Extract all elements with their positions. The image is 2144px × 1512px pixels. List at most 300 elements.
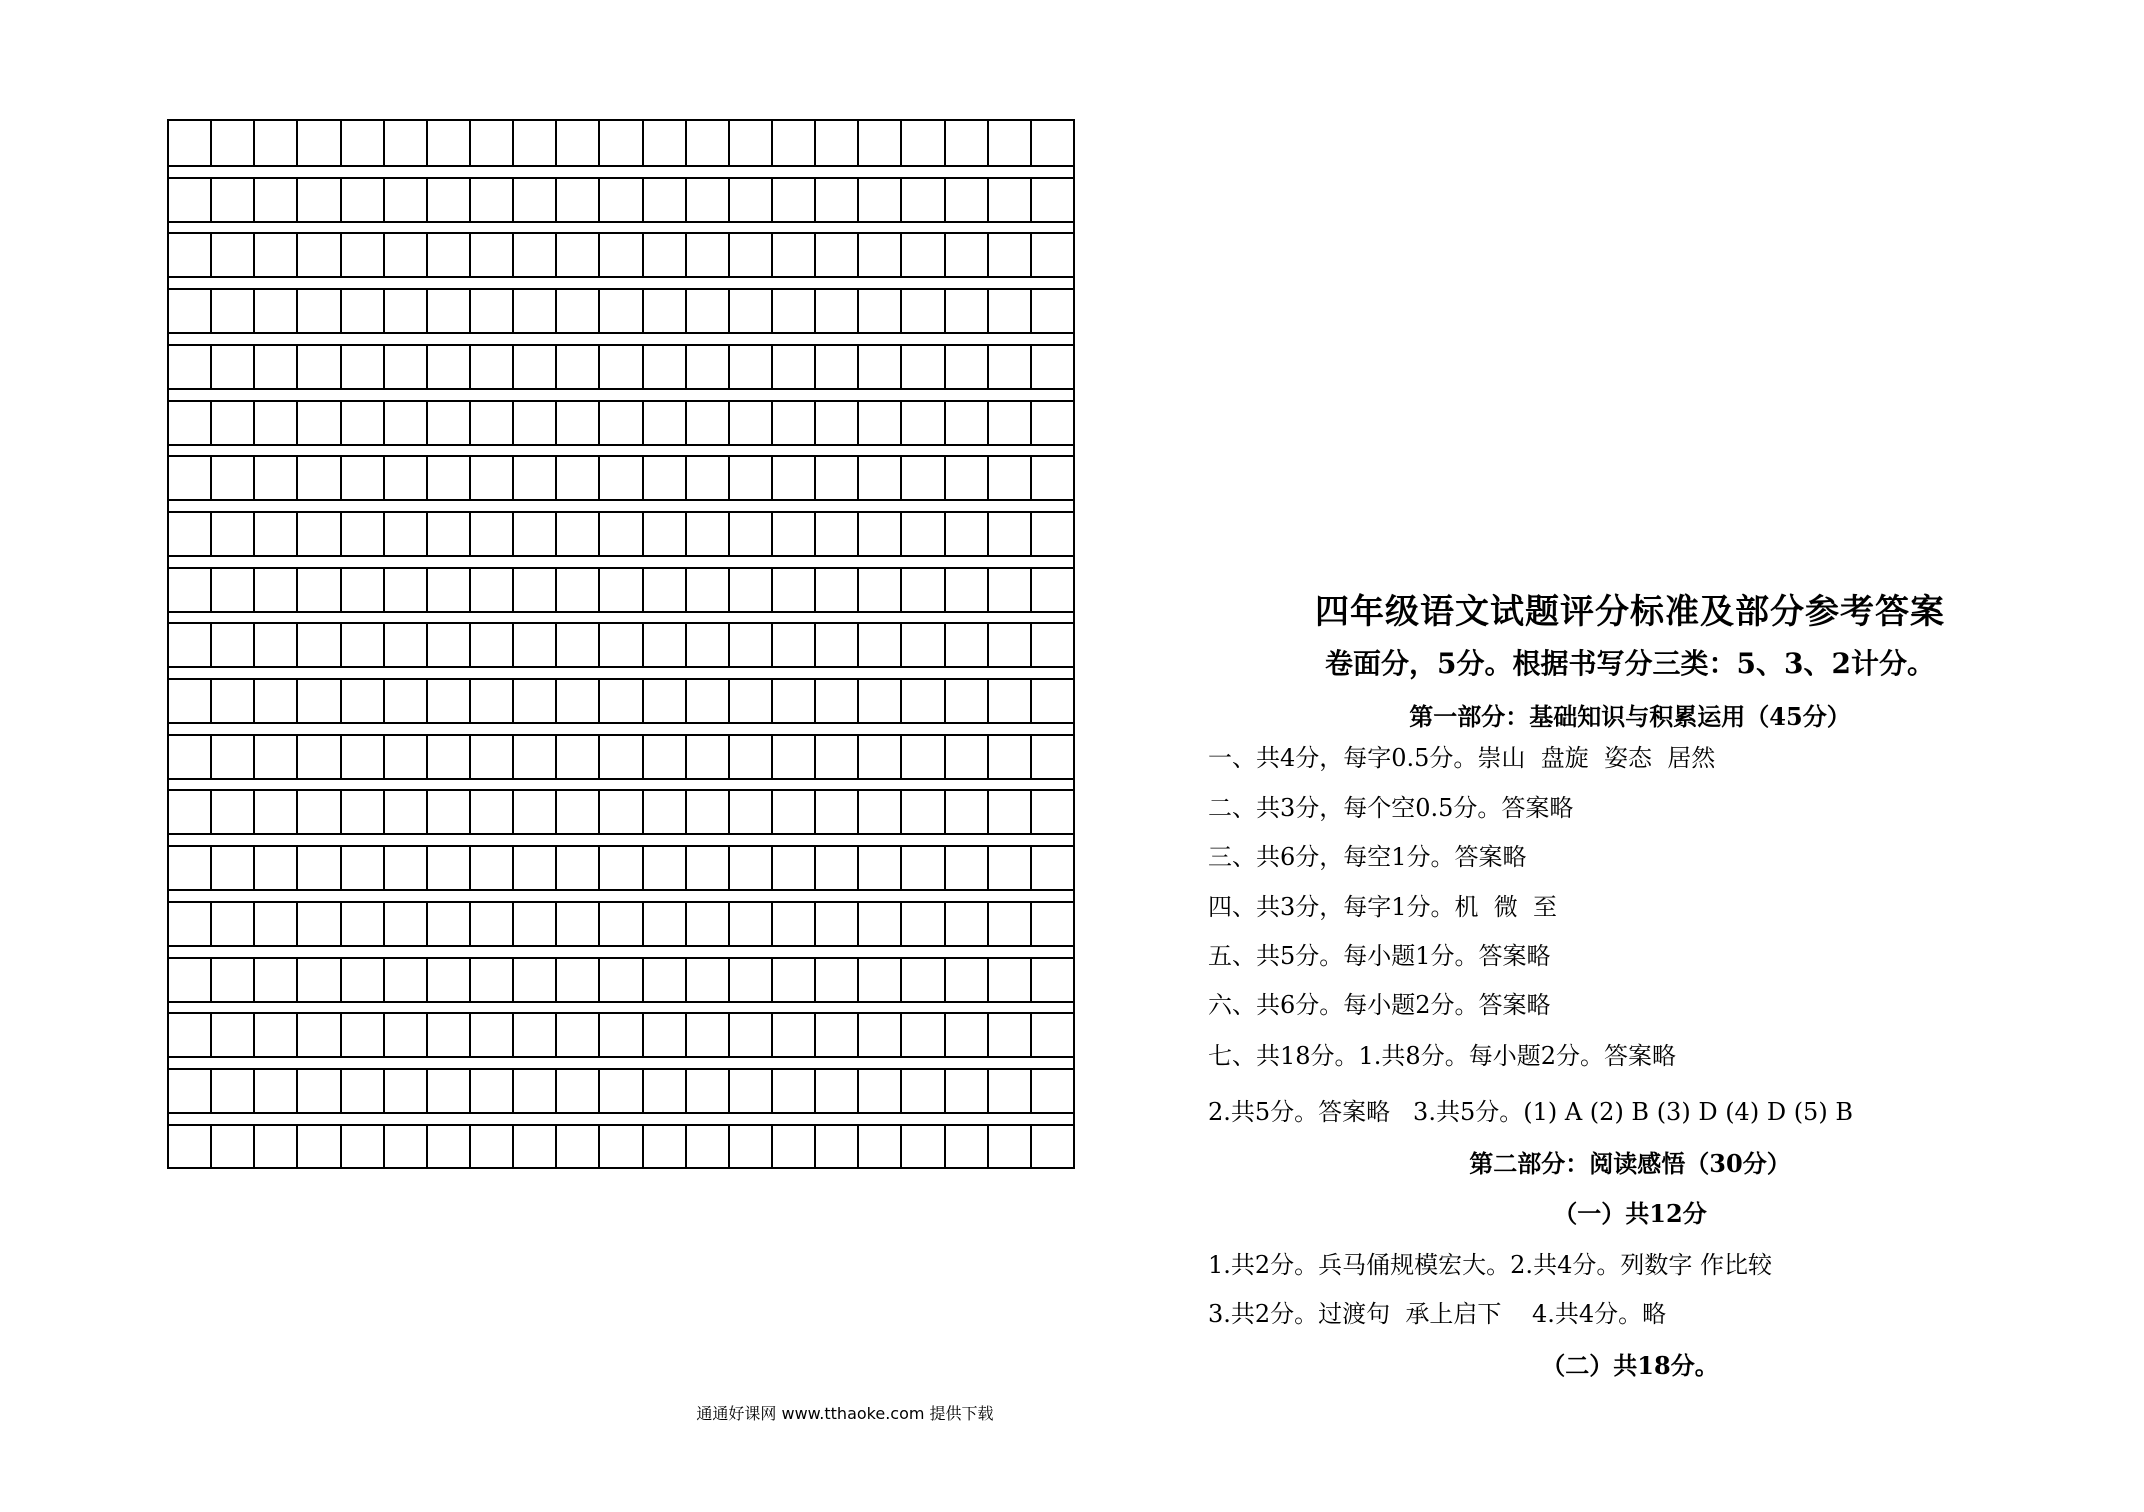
grid-cell [383, 121, 426, 165]
grid-cell [685, 234, 728, 276]
grid-row [169, 845, 1073, 891]
grid-cell [512, 569, 555, 611]
grid-cell [340, 1126, 383, 1167]
grid-cell [900, 959, 943, 1001]
grid-cell [296, 903, 339, 945]
grid-cell [987, 402, 1030, 444]
grid-cell [642, 1014, 685, 1056]
grid-cell [598, 847, 641, 889]
grid-cell [340, 624, 383, 666]
grid-cell [598, 1014, 641, 1056]
grid-cell [987, 680, 1030, 722]
footer-credit: 通通好课网 www.tthaoke.com 提供下载 [696, 1404, 994, 1423]
grid-cell [857, 179, 900, 221]
grid-cell [771, 457, 814, 499]
grid-cell [383, 903, 426, 945]
grid-cell [944, 680, 987, 722]
grid-cell [512, 903, 555, 945]
grid-cell [857, 1014, 900, 1056]
grid-cell [685, 736, 728, 778]
grid-cell [512, 346, 555, 388]
grid-cell [944, 624, 987, 666]
grid-cell [469, 234, 512, 276]
grid-cell [642, 1126, 685, 1167]
grid-cell [426, 847, 469, 889]
grid-cell [210, 680, 253, 722]
answer-line: 四、共3分，每字1分。机 微 至 [1208, 893, 1558, 921]
grid-cell [253, 1014, 296, 1056]
grid-cell [987, 1070, 1030, 1112]
grid-cell [169, 736, 210, 778]
grid-cell [1030, 121, 1073, 165]
grid-cell [383, 513, 426, 555]
answer-line: 六、共6分。每小题2分。答案略 [1208, 991, 1551, 1019]
grid-cell [1030, 290, 1073, 332]
grid-cell [1030, 234, 1073, 276]
grid-cell [383, 624, 426, 666]
grid-cell [296, 680, 339, 722]
grid-cell [944, 457, 987, 499]
grid-cell [987, 513, 1030, 555]
grid-cell [1030, 1014, 1073, 1056]
grid-cell [642, 457, 685, 499]
grid-row [169, 177, 1073, 223]
grid-cell [253, 680, 296, 722]
grid-cell [900, 457, 943, 499]
grid-cell [169, 680, 210, 722]
grid-cell [944, 402, 987, 444]
grid-cell [642, 959, 685, 1001]
grid-cell [512, 847, 555, 889]
grid-cell [169, 179, 210, 221]
grid-cell [340, 121, 383, 165]
grid-cell [987, 457, 1030, 499]
grid-cell [944, 959, 987, 1001]
grid-cell [900, 234, 943, 276]
grid-cell [642, 346, 685, 388]
grid-cell [469, 1070, 512, 1112]
grid-cell [340, 680, 383, 722]
grid-cell [296, 959, 339, 1001]
grid-cell [512, 1014, 555, 1056]
grid-cell [469, 457, 512, 499]
grid-cell [1030, 624, 1073, 666]
grid-cell [296, 402, 339, 444]
grid-cell [253, 736, 296, 778]
grid-cell [814, 791, 857, 833]
grid-cell [728, 121, 771, 165]
grid-cell [469, 624, 512, 666]
grid-cell [253, 346, 296, 388]
grid-cell [383, 234, 426, 276]
grid-cell [426, 624, 469, 666]
grid-cell [598, 346, 641, 388]
grid-cell [296, 791, 339, 833]
grid-cell [253, 402, 296, 444]
grid-row [169, 344, 1073, 390]
reading-section-1-heading: （一）共12分 [1553, 1199, 1707, 1228]
grid-cell [857, 1126, 900, 1167]
grid-cell [210, 1014, 253, 1056]
grid-cell [857, 121, 900, 165]
grid-cell [728, 569, 771, 611]
grid-cell [685, 513, 728, 555]
grid-cell [512, 290, 555, 332]
grid-cell [728, 346, 771, 388]
grid-cell [426, 1014, 469, 1056]
grid-cell [1030, 346, 1073, 388]
grid-cell [296, 736, 339, 778]
grid-cell [340, 791, 383, 833]
grid-cell [814, 513, 857, 555]
grid-cell [210, 791, 253, 833]
handwriting-score-note: 卷面分，5分。根据书写分三类：5、3、2计分。 [1325, 647, 1935, 680]
grid-cell [340, 847, 383, 889]
answer-line: 二、共3分，每个空0.5分。答案略 [1208, 794, 1574, 822]
grid-cell [253, 791, 296, 833]
grid-cell [253, 624, 296, 666]
grid-cell [944, 1070, 987, 1112]
grid-cell [296, 234, 339, 276]
grid-cell [296, 1126, 339, 1167]
grid-cell [169, 121, 210, 165]
grid-cell [728, 513, 771, 555]
grid-cell [685, 1070, 728, 1112]
grid-cell [169, 847, 210, 889]
grid-cell [642, 234, 685, 276]
grid-cell [987, 121, 1030, 165]
grid-cell [598, 234, 641, 276]
grid-cell [555, 680, 598, 722]
grid-cell [555, 569, 598, 611]
grid-cell [210, 290, 253, 332]
grid-cell [642, 791, 685, 833]
grid-cell [1030, 680, 1073, 722]
grid-cell [642, 513, 685, 555]
grid-row [169, 678, 1073, 724]
grid-cell [555, 624, 598, 666]
grid-cell [426, 402, 469, 444]
grid-cell [598, 736, 641, 778]
grid-cell [771, 234, 814, 276]
grid-cell [642, 290, 685, 332]
grid-cell [728, 179, 771, 221]
grid-cell [296, 290, 339, 332]
grid-cell [383, 736, 426, 778]
grid-cell [555, 791, 598, 833]
grid-cell [426, 791, 469, 833]
grid-cell [944, 179, 987, 221]
grid-cell [555, 959, 598, 1001]
grid-cell [210, 234, 253, 276]
grid-cell [900, 791, 943, 833]
grid-cell [296, 121, 339, 165]
grid-cell [169, 346, 210, 388]
grid-cell [944, 290, 987, 332]
grid-cell [814, 847, 857, 889]
grid-cell [512, 791, 555, 833]
grid-cell [426, 290, 469, 332]
grid-cell [383, 1126, 426, 1167]
grid-cell [771, 513, 814, 555]
grid-cell [210, 959, 253, 1001]
grid-cell [771, 959, 814, 1001]
grid-cell [1030, 959, 1073, 1001]
grid-cell [340, 959, 383, 1001]
grid-cell [728, 1014, 771, 1056]
grid-cell [814, 290, 857, 332]
grid-cell [642, 624, 685, 666]
grid-cell [169, 402, 210, 444]
grid-cell [469, 903, 512, 945]
grid-cell [642, 121, 685, 165]
grid-cell [728, 290, 771, 332]
grid-cell [555, 903, 598, 945]
grid-cell [987, 736, 1030, 778]
grid-cell [340, 179, 383, 221]
grid-cell [210, 121, 253, 165]
grid-cell [987, 791, 1030, 833]
grid-cell [900, 1126, 943, 1167]
grid-row [169, 1012, 1073, 1058]
grid-cell [296, 513, 339, 555]
grid-cell [900, 903, 943, 945]
grid-cell [426, 1126, 469, 1167]
grid-cell [512, 234, 555, 276]
grid-cell [857, 624, 900, 666]
grid-cell [987, 179, 1030, 221]
grid-cell [814, 121, 857, 165]
grid-cell [728, 234, 771, 276]
grid-cell [857, 346, 900, 388]
grid-cell [771, 680, 814, 722]
grid-cell [169, 959, 210, 1001]
grid-cell [944, 234, 987, 276]
grid-cell [1030, 736, 1073, 778]
grid-cell [771, 736, 814, 778]
grid-cell [555, 121, 598, 165]
grid-cell [426, 457, 469, 499]
grid-cell [469, 959, 512, 1001]
grid-row [169, 957, 1073, 1003]
grid-cell [469, 346, 512, 388]
grid-cell [210, 1070, 253, 1112]
grid-cell [814, 1014, 857, 1056]
grid-cell [555, 736, 598, 778]
grid-row [169, 901, 1073, 947]
grid-cell [771, 903, 814, 945]
grid-cell [642, 402, 685, 444]
grid-row [169, 1124, 1073, 1167]
grid-cell [426, 903, 469, 945]
grid-cell [598, 513, 641, 555]
grid-cell [296, 624, 339, 666]
grid-cell [598, 121, 641, 165]
grid-cell [253, 179, 296, 221]
grid-cell [555, 346, 598, 388]
grid-cell [771, 791, 814, 833]
grid-cell [469, 1126, 512, 1167]
answer-key-title: 四年级语文试题评分标准及部分参考答案 [1315, 592, 1945, 632]
grid-cell [944, 513, 987, 555]
grid-cell [685, 680, 728, 722]
grid-cell [296, 569, 339, 611]
grid-cell [857, 402, 900, 444]
grid-cell [598, 791, 641, 833]
answer-line: 五、共5分。每小题1分。答案略 [1208, 942, 1551, 970]
grid-cell [512, 736, 555, 778]
grid-cell [900, 402, 943, 444]
grid-cell [900, 569, 943, 611]
grid-cell [685, 457, 728, 499]
grid-cell [512, 402, 555, 444]
grid-cell [169, 290, 210, 332]
grid-cell [728, 624, 771, 666]
grid-cell [383, 346, 426, 388]
grid-cell [512, 513, 555, 555]
grid-cell [469, 791, 512, 833]
grid-cell [685, 1014, 728, 1056]
grid-cell [685, 346, 728, 388]
grid-cell [857, 959, 900, 1001]
grid-cell [383, 1070, 426, 1112]
grid-cell [1030, 903, 1073, 945]
grid-cell [814, 624, 857, 666]
grid-cell [169, 1070, 210, 1112]
grid-cell [426, 121, 469, 165]
grid-cell [598, 402, 641, 444]
grid-cell [685, 290, 728, 332]
grid-cell [512, 457, 555, 499]
grid-cell [900, 513, 943, 555]
grid-row [169, 511, 1073, 557]
grid-cell [383, 791, 426, 833]
grid-cell [1030, 179, 1073, 221]
grid-cell [771, 1070, 814, 1112]
grid-cell [555, 1014, 598, 1056]
grid-cell [728, 847, 771, 889]
grid-cell [857, 903, 900, 945]
grid-cell [857, 847, 900, 889]
grid-cell [642, 1070, 685, 1112]
grid-cell [296, 1014, 339, 1056]
grid-cell [944, 346, 987, 388]
grid-cell [555, 1126, 598, 1167]
grid-cell [685, 179, 728, 221]
grid-cell [814, 680, 857, 722]
grid-cell [169, 903, 210, 945]
grid-cell [426, 680, 469, 722]
grid-cell [340, 457, 383, 499]
grid-cell [857, 290, 900, 332]
grid-cell [771, 290, 814, 332]
grid-cell [642, 179, 685, 221]
grid-cell [900, 121, 943, 165]
grid-cell [771, 179, 814, 221]
grid-cell [944, 791, 987, 833]
grid-cell [340, 569, 383, 611]
grid-cell [1030, 457, 1073, 499]
grid-cell [900, 290, 943, 332]
grid-cell [987, 1014, 1030, 1056]
grid-cell [340, 290, 383, 332]
grid-cell [169, 1014, 210, 1056]
grid-cell [642, 903, 685, 945]
grid-row [169, 455, 1073, 501]
grid-cell [340, 346, 383, 388]
grid-cell [169, 1126, 210, 1167]
grid-cell [1030, 513, 1073, 555]
grid-cell [598, 624, 641, 666]
grid-cell [340, 1014, 383, 1056]
grid-cell [469, 569, 512, 611]
grid-cell [987, 346, 1030, 388]
grid-cell [728, 903, 771, 945]
grid-cell [1030, 1126, 1073, 1167]
grid-cell [987, 903, 1030, 945]
grid-cell [900, 624, 943, 666]
grid-cell [340, 402, 383, 444]
grid-cell [857, 569, 900, 611]
grid-cell [771, 624, 814, 666]
grid-cell [598, 179, 641, 221]
grid-cell [169, 234, 210, 276]
grid-cell [469, 1014, 512, 1056]
grid-cell [340, 234, 383, 276]
grid-cell [210, 346, 253, 388]
grid-cell [512, 680, 555, 722]
grid-cell [814, 457, 857, 499]
grid-cell [253, 847, 296, 889]
grid-cell [210, 1126, 253, 1167]
grid-cell [383, 1014, 426, 1056]
grid-cell [340, 903, 383, 945]
grid-cell [555, 1070, 598, 1112]
grid-cell [685, 402, 728, 444]
grid-cell [383, 457, 426, 499]
grid-cell [944, 736, 987, 778]
grid-cell [771, 1126, 814, 1167]
grid-cell [169, 457, 210, 499]
grid-cell [987, 569, 1030, 611]
grid-cell [469, 513, 512, 555]
grid-cell [340, 513, 383, 555]
grid-cell [210, 179, 253, 221]
grid-cell [253, 1126, 296, 1167]
grid-cell [253, 513, 296, 555]
grid-cell [728, 680, 771, 722]
grid-cell [685, 1126, 728, 1167]
grid-cell [512, 179, 555, 221]
grid-cell [555, 179, 598, 221]
grid-cell [469, 179, 512, 221]
answer-line: 3.共2分。过渡句 承上启下 4.共4分。略 [1208, 1300, 1667, 1328]
grid-cell [685, 959, 728, 1001]
grid-cell [210, 736, 253, 778]
grid-cell [426, 513, 469, 555]
grid-cell [512, 1126, 555, 1167]
grid-cell [210, 513, 253, 555]
grid-cell [253, 1070, 296, 1112]
grid-cell [296, 457, 339, 499]
grid-cell [944, 903, 987, 945]
grid-cell [210, 847, 253, 889]
grid-cell [728, 959, 771, 1001]
grid-row [169, 567, 1073, 613]
grid-cell [857, 457, 900, 499]
grid-cell [598, 1070, 641, 1112]
grid-cell [642, 736, 685, 778]
